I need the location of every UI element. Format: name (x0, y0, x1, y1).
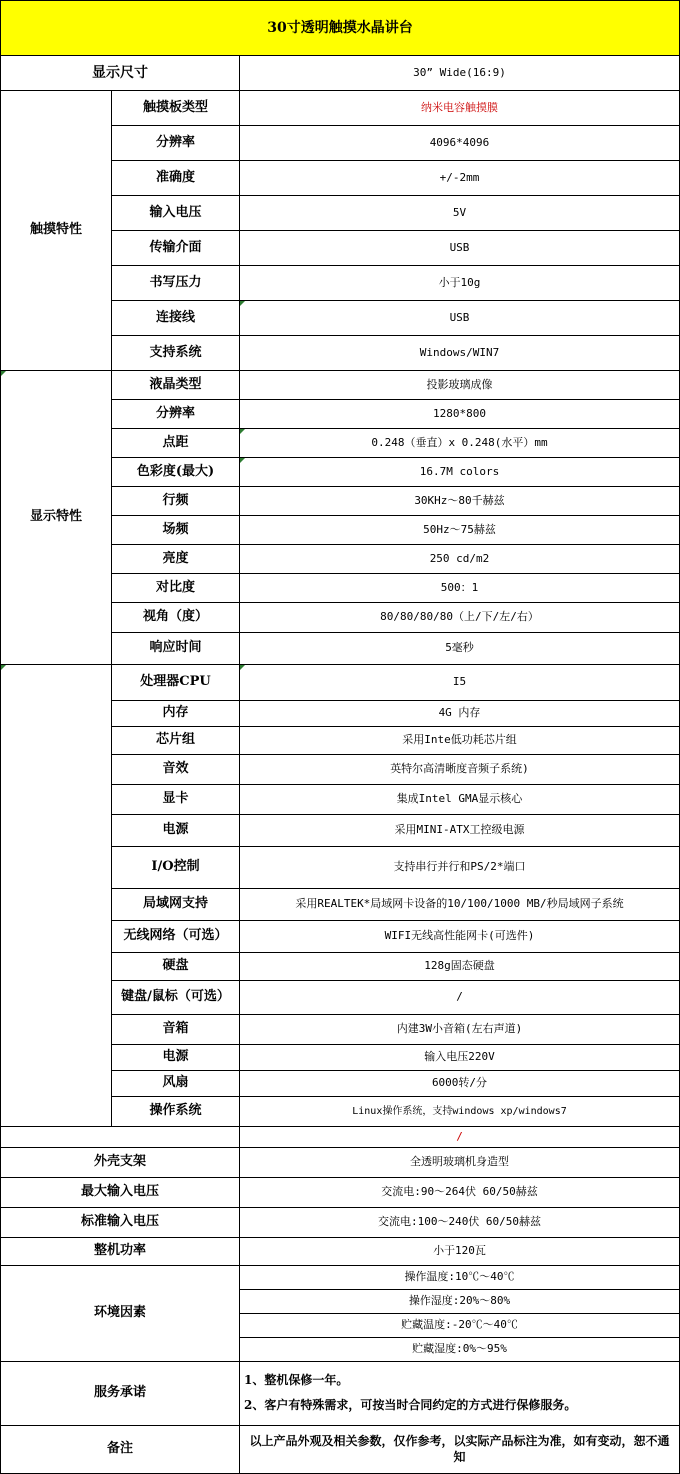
row-value: 50Hz～75赫兹 (240, 516, 680, 545)
row-label: 书写压力 (112, 266, 240, 301)
row-label: 液晶类型 (112, 371, 240, 400)
row-label: 连接线 (112, 301, 240, 336)
row-value: WIFI无线高性能网卡(可选件) (240, 921, 680, 953)
row-value: 4096*4096 (240, 126, 680, 161)
row-value: 支持串行并行和PS/2*端口 (240, 847, 680, 889)
row-value: 5毫秒 (240, 633, 680, 665)
row-value: Linux操作系统，支持windows xp/windows7 (240, 1097, 680, 1127)
row-label: 标准输入电压 (0, 1208, 240, 1238)
row-value: 英特尔高清晰度音频子系统) (240, 755, 680, 785)
row-label: 整机功率 (0, 1238, 240, 1266)
row-value: 投影玻璃成像 (240, 371, 680, 400)
service-line: 1、整机保修一年。 (244, 1372, 349, 1387)
group-touch: 触摸特性 (0, 91, 112, 371)
row-label: 电源 (112, 815, 240, 847)
row-label: 亮度 (112, 545, 240, 574)
row-label: 硬盘 (112, 953, 240, 981)
remarks-label: 备注 (0, 1426, 240, 1474)
group-display: 显示特性 (0, 371, 112, 665)
blank-row-value: / (240, 1127, 680, 1148)
row-label: 内存 (112, 701, 240, 727)
row-label: 视角（度） (112, 603, 240, 633)
row-label: 处理器CPU (112, 665, 240, 701)
service-content (240, 1362, 680, 1426)
environment-value: 贮藏湿度:0%～95% (240, 1338, 680, 1362)
row-value: 5V (240, 196, 680, 231)
row-label: 输入电压 (112, 196, 240, 231)
row-value: 1280*800 (240, 400, 680, 429)
service-line: 2、客户有特殊需求，可按当时合同约定的方式进行保修服务。 (244, 1398, 577, 1413)
row-value: 30KHz～80千赫兹 (240, 487, 680, 516)
row-label: 色彩度(最大) (112, 458, 240, 487)
row-value: 全透明玻璃机身造型 (240, 1148, 680, 1178)
row-value: 80/80/80/80（上/下/左/右） (240, 603, 680, 633)
display-size-label: 显示尺寸 (0, 56, 240, 91)
blank-row-label (0, 1127, 240, 1148)
row-label: 分辨率 (112, 126, 240, 161)
row-value: / (240, 981, 680, 1015)
row-value: 128g固态硬盘 (240, 953, 680, 981)
row-label: 外壳支架 (0, 1148, 240, 1178)
row-label: 触摸板类型 (112, 91, 240, 126)
row-label: 音效 (112, 755, 240, 785)
row-value: 6000转/分 (240, 1071, 680, 1097)
environment-value: 操作湿度:20%～80% (240, 1290, 680, 1314)
row-value: 16.7M colors (240, 458, 680, 487)
row-label: 局域网支持 (112, 889, 240, 921)
row-label: 无线网络（可选） (112, 921, 240, 953)
row-value: 交流电:90～264伏 60/50赫兹 (240, 1178, 680, 1208)
row-label: 对比度 (112, 574, 240, 603)
sheet-title: 30寸透明触摸水晶讲台 (0, 0, 680, 56)
row-value: 内建3W小音箱(左右声道) (240, 1015, 680, 1045)
environment-label: 环境因素 (0, 1266, 240, 1362)
row-label: 支持系统 (112, 336, 240, 371)
row-value: 500：1 (240, 574, 680, 603)
row-label: 场频 (112, 516, 240, 545)
row-label: 风扇 (112, 1071, 240, 1097)
row-label: 准确度 (112, 161, 240, 196)
row-value: 纳米电容触摸膜 (240, 91, 680, 126)
row-label: 电源 (112, 1045, 240, 1071)
group-computer (0, 665, 112, 1127)
row-value: 采用Inte低功耗芯片组 (240, 727, 680, 755)
row-value: 小于120瓦 (240, 1238, 680, 1266)
row-value: 输入电压220V (240, 1045, 680, 1071)
row-label: 键盘/鼠标（可选） (112, 981, 240, 1015)
display-size-value: 30” Wide(16:9) (240, 56, 680, 91)
row-value: 4G 内存 (240, 701, 680, 727)
row-label: 芯片组 (112, 727, 240, 755)
row-value: 采用MINI-ATX工控级电源 (240, 815, 680, 847)
row-label: 行频 (112, 487, 240, 516)
row-value: 250 cd/m2 (240, 545, 680, 574)
row-value: +/-2mm (240, 161, 680, 196)
row-label: 音箱 (112, 1015, 240, 1045)
row-label: 显卡 (112, 785, 240, 815)
row-label: 操作系统 (112, 1097, 240, 1127)
row-value: Windows/WIN7 (240, 336, 680, 371)
row-value: 小于10g (240, 266, 680, 301)
row-value: USB (240, 231, 680, 266)
row-value: USB (240, 301, 680, 336)
row-value: 集成Intel GMA显示核心 (240, 785, 680, 815)
remarks-text: 以上产品外观及相关参数，仅作参考，以实际产品标注为准，如有变动，恕不通知 (240, 1426, 680, 1474)
row-value: 交流电:100～240伏 60/50赫兹 (240, 1208, 680, 1238)
row-label: 最大输入电压 (0, 1178, 240, 1208)
row-label: I/O控制 (112, 847, 240, 889)
row-label: 分辨率 (112, 400, 240, 429)
row-value: 采用REALTEK*局域网卡设备的10/100/1000 MB/秒局域网子系统 (240, 889, 680, 921)
row-label: 响应时间 (112, 633, 240, 665)
row-value: I5 (240, 665, 680, 701)
row-value: 0.248（垂直）x 0.248(水平）mm (240, 429, 680, 458)
environment-value: 操作温度:10℃～40℃ (240, 1266, 680, 1290)
environment-value: 贮藏温度:-20℃～40℃ (240, 1314, 680, 1338)
row-label: 点距 (112, 429, 240, 458)
service-label: 服务承诺 (0, 1362, 240, 1426)
row-label: 传输介面 (112, 231, 240, 266)
